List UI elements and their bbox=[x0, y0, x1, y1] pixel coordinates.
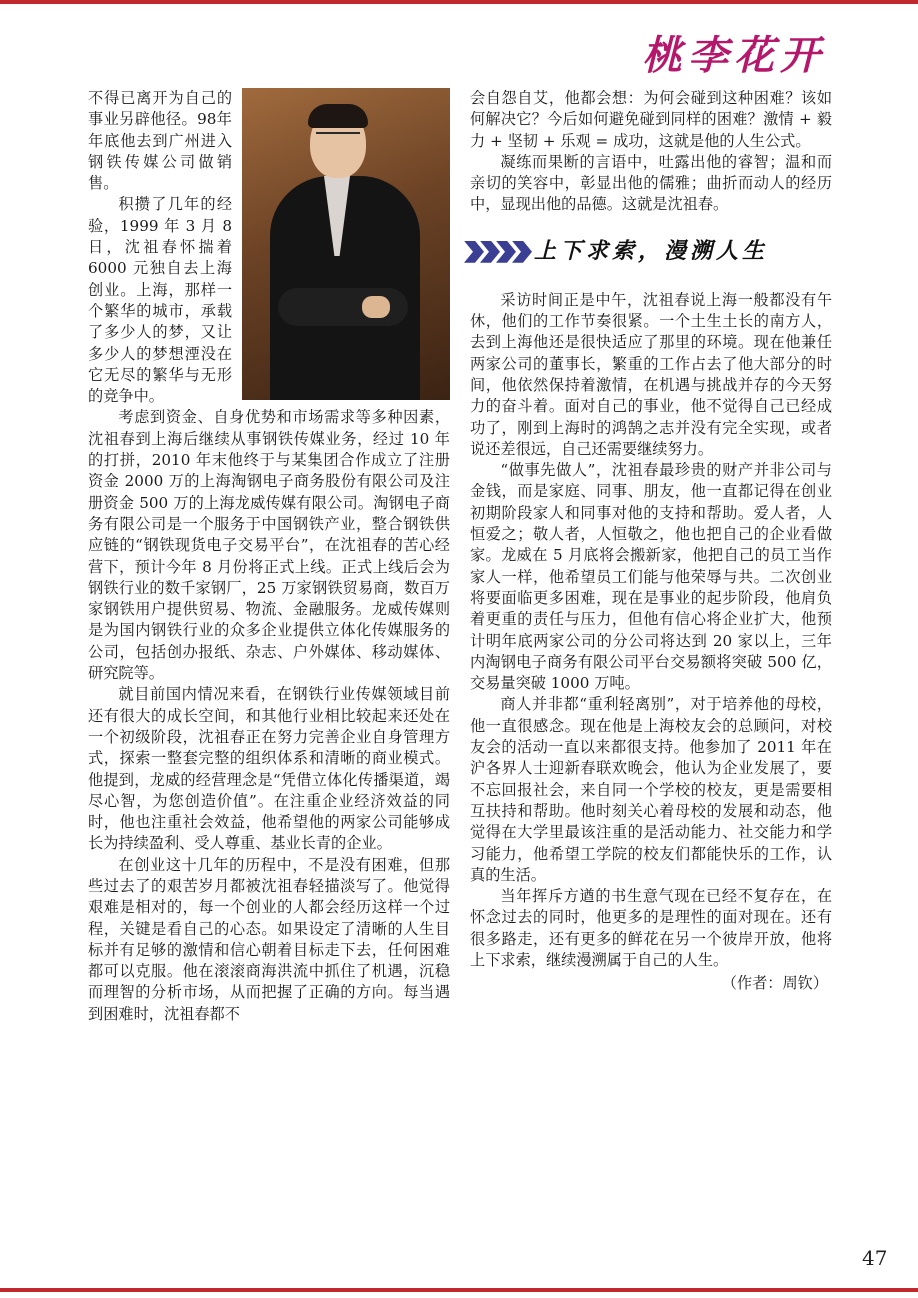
chevron-arrows-icon bbox=[464, 241, 528, 263]
paragraph: 采访时间正是中午，沈祖春说上海一般都没有午休，他们的工作节奏很紧。一个土生土长的南方人，去到上海他还是很快适应了那里的环境。现在他兼任两家公司的董事长，繁重的工作占去了他大部分的时间，他依然保持着激情，在机遇与挑战并存的今天努力的奋斗着。面对自己的事业，他不觉得自己已经成功了，刚到上海时的鸿鹄之志并没有完全实现，或者说还差很远，自己还需要继续努力。 bbox=[470, 290, 832, 458]
subheading-text: 上下求索，漫溯人生 bbox=[534, 238, 769, 265]
paragraph: 积攒了几年的经 验，1999 年 3 月 8 日，沈祖春怀揣着 6000 元独自去上海创业。上海，那样一个繁华的城市，承载了多少人的梦，又让多少人的梦想湮没在它无尽的繁华与无形的竞争中。 bbox=[88, 195, 232, 406]
paragraph: 凝练而果断的言语中，吐露出他的睿智；温和而亲切的笑容中，彰显出他的儒雅；曲折而动人的经历中，显现出他的品德。这就是沈祖春。 bbox=[470, 152, 832, 214]
paragraph: 考虑到资金、自身优势和市场需求等多种因素，沈祖春到上海后继续从事钢铁传媒业务，经过 10 年的打拼，2010 年末他终于与某集团合作成立了注册资金 2000 万的上海淘钢电子商务股份有限公司及注册资金 500 万的上海龙威传媒有限公司。淘钢电子商务有限公司是一个服务于中国钢铁产业，整合钢铁供应链的“钢铁现货电子交易平台”，在沈祖春的苦心经营下，预计今年 8 月份将正式上线。正式上线后会为钢铁行业的数千家钢厂，25 万家钢铁贸易商，数百万家钢铁用户提供贸易、物流、金融服务。龙威传媒则是为国内钢铁行业的众多企业提供立体化传媒服务的公司，包括创办报纸、杂志、户外媒体、移动媒体、研究院等。 bbox=[88, 408, 450, 683]
portrait-hair bbox=[308, 104, 368, 128]
author-credit: （作者：周钦） bbox=[721, 974, 828, 993]
paragraph: 会自怨自艾，他都会想：为何会碰到这种困难？该如何解决它？今后如何避免碰到同样的困难？激情 + 毅力 + 坚韧 + 乐观 = 成功，这就是他的人生公式。 bbox=[470, 89, 832, 150]
paragraph: “做事先做人”，沈祖春最珍贵的财产并非公司与金钱，而是家庭、同事、朋友，他一直都记得在创业初期阶段家人和同事对他的支持和帮助。爱人者，人恒爱之；敬人者，人恒敬之，他也把自己的企业看做家。龙威在 5 月底将会搬新家，他把自己的员工当作家人一样，他希望员工们能与他荣辱与共。二次创业将要面临更多困难，现在是事业的起步阶段，他肩负着更重的责任与压力，但他有信心将企业扩大，他预计明年底两家公司的分公司将达到 20 家以上，三年内淘钢电子商务有限公司平台交易额将突破 500 亿，交易量突破 1000 万吨。 bbox=[470, 461, 832, 693]
portrait-glasses bbox=[316, 132, 360, 144]
portrait-hand bbox=[362, 296, 390, 318]
paragraph: 当年挥斥方遒的书生意气现在已经不复存在，在怀念过去的同时，他更多的是理性的面对现在。还有很多路走，还有更多的鲜花在另一个彼岸开放，他将上下求索，继续漫溯属于自己的人生。 bbox=[470, 887, 832, 969]
page-number: 47 bbox=[862, 1246, 888, 1270]
left-column bbox=[88, 88, 450, 1025]
paragraph: 就目前国内情况来看，在钢铁行业传媒领域目前还有很大的成长空间，和其他行业相比较起来还处在一个初级阶段，沈祖春正在努力完善企业自身管理方式，探索一整套完整的组织体系和清晰的商业模式。他提到，龙威的经营理念是“凭借立体化传播渠道，竭尽心智，为您创造价值”。在注重企业经济效益的同时，他也注重社会效益，他希望他的两家公司能够成长为持续盈利、受人尊重、基业长青的企业。 bbox=[88, 685, 450, 853]
portrait-photo bbox=[242, 88, 450, 400]
bottom-rule bbox=[0, 1288, 918, 1292]
paragraph: 商人并非都“重利轻离别”，对于培养他的母校，他一直很感念。现在他是上海校友会的总顾问，对校友会的活动一直以来都很支持。他参加了 2011 年在沪各界人士迎新春联欢晚会，他认为企业发展了，要不忘回报社会，来自同一个学校的校友，更是需要相互扶持和帮助。他时刻关心着母校的发展和动态，他觉得在大学里最该注重的是活动能力、社交能力和学习能力，他希望工学院的校友们都能快乐的工作，认真的生活。 bbox=[470, 695, 832, 884]
right-column bbox=[470, 88, 832, 995]
top-rule bbox=[0, 0, 918, 4]
paragraph: 在创业这十几年的历程中，不是没有困难，但那些过去了的艰苦岁月都被沈祖春轻描淡写了。他觉得艰难是相对的，每一个创业的人都会经历这样一个过程，关键是看自己的心态。如果设定了清晰的人生目标并有足够的激情和信心朝着目标走下去，任何困难都可以克服。他在滚滚商海洪流中抓住了机遇，沉稳而理智的分析市场，从而把握了正确的方向。每当遇到困难时，沈祖春都不 bbox=[88, 855, 450, 1023]
section-title: 桃李花开 bbox=[642, 32, 826, 79]
subheading bbox=[464, 238, 832, 266]
paragraph: 不得已离开为自己的事业另辟他径。98年年底他去到广州进入钢铁传媒公司做销售。 bbox=[88, 89, 232, 193]
